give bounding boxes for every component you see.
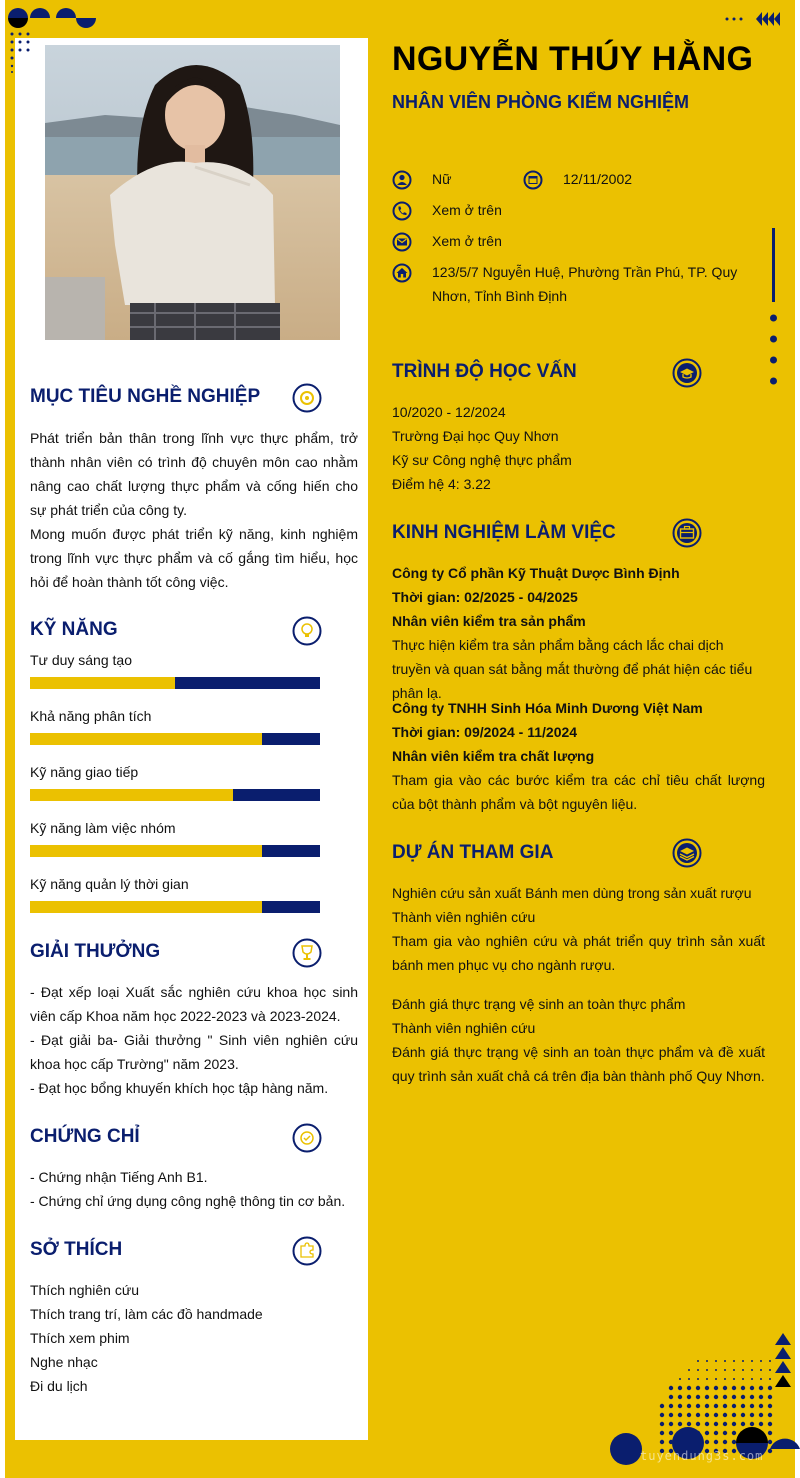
skill-label: Tư duy sáng tạo bbox=[30, 652, 132, 668]
decoration-side-line bbox=[770, 228, 778, 388]
address-line-1: 123/5/7 Nguyễn Huệ, Phường Trần Phú, TP. Quy bbox=[432, 264, 738, 280]
education-period: 10/2020 - 12/2024 bbox=[392, 404, 506, 420]
skill-label: Kỹ năng làm việc nhóm bbox=[30, 820, 176, 836]
briefcase-icon bbox=[672, 518, 702, 548]
project-description: Đánh giá thực trạng vệ sinh an toàn thực phẩm và đề xuất quy trình sản xuất chả cá trên địa bàn thành phố Quy Nhơn. bbox=[392, 1044, 765, 1084]
project-item bbox=[392, 881, 765, 977]
layers-icon bbox=[672, 838, 702, 868]
skill-label: Khả năng phân tích bbox=[30, 708, 152, 724]
certificates-list bbox=[30, 1165, 345, 1213]
certificate-icon bbox=[292, 1123, 322, 1153]
job-time: Thời gian: 02/2025 - 04/2025 bbox=[392, 589, 578, 605]
job-position: Nhân viên kiểm tra sản phẩm bbox=[392, 613, 586, 629]
hobbies-list bbox=[30, 1278, 263, 1398]
project-name: Nghiên cứu sản xuất Bánh men dùng trong sản xuất rượu bbox=[392, 885, 752, 901]
phone-row bbox=[392, 201, 502, 222]
hobby-item: Thích trang trí, làm các đồ handmade bbox=[30, 1306, 263, 1322]
skill-bar-fill bbox=[30, 901, 262, 913]
objective-paragraph: Phát triển bản thân trong lĩnh vực thực phẩm, trở thành nhân viên có trình độ chuyên môn cao nhằm nâng cao chất lượng thực phẩm và cống hiến cho sự phát triển của công ty. bbox=[30, 430, 358, 518]
skill-bar bbox=[30, 733, 320, 745]
skill-bar-fill bbox=[30, 733, 262, 745]
email-value: Xem ở trên bbox=[432, 233, 502, 249]
candidate-name: NGUYỄN THÚY HẰNG bbox=[392, 40, 754, 78]
target-icon bbox=[292, 383, 322, 413]
certificates-title: CHỨNG CHỈ bbox=[30, 1126, 140, 1147]
calendar-icon bbox=[523, 170, 543, 190]
trophy-icon bbox=[292, 938, 322, 968]
project-name: Đánh giá thực trạng vệ sinh an toàn thực phẩm bbox=[392, 996, 686, 1012]
hobby-item: Đi du lịch bbox=[30, 1378, 88, 1394]
birthday-row bbox=[523, 170, 632, 191]
birthday-value: 12/11/2002 bbox=[563, 171, 633, 187]
hobbies-title: SỞ THÍCH bbox=[30, 1239, 123, 1260]
hobby-item: Nghe nhạc bbox=[30, 1354, 98, 1370]
skill-bar bbox=[30, 677, 320, 689]
job-description: Thực hiện kiểm tra sản phẩm bằng cách lắc chai dịch truyền và quan sát bằng mắt thường để phát hiện các tiểu phân lạ. bbox=[392, 637, 753, 701]
puzzle-icon bbox=[292, 1236, 322, 1266]
user-icon bbox=[392, 170, 412, 190]
hobby-item: Thích xem phim bbox=[30, 1330, 130, 1346]
awards-title: GIẢI THƯỞNG bbox=[30, 941, 161, 962]
email-row bbox=[392, 232, 502, 253]
top-border bbox=[5, 0, 795, 38]
education-gpa: Điểm hệ 4: 3.22 bbox=[392, 476, 491, 492]
skill-bar-fill bbox=[30, 789, 233, 801]
home-icon bbox=[392, 263, 412, 283]
job-position: Nhân viên kiểm tra chất lượng bbox=[392, 748, 595, 764]
address-value bbox=[432, 260, 737, 308]
project-role: Thành viên nghiên cứu bbox=[392, 1020, 536, 1036]
award-item: - Đạt giải ba- Giải thưởng " Sinh viên nghiên cứu khoa học cấp Trường" năm 2023. bbox=[30, 1032, 358, 1072]
candidate-role: NHÂN VIÊN PHÒNG KIỂM NGHIỆM bbox=[392, 92, 690, 112]
award-item: - Đạt học bổng khuyến khích học tập hàng năm. bbox=[30, 1080, 329, 1096]
education-details bbox=[392, 400, 572, 496]
skill-bar-fill bbox=[30, 845, 262, 857]
skills-title: KỸ NĂNG bbox=[30, 619, 118, 640]
left-border bbox=[5, 0, 15, 1478]
phone-value: Xem ở trên bbox=[432, 202, 502, 218]
education-degree: Kỹ sư Công nghệ thực phẩm bbox=[392, 452, 572, 468]
gender-row bbox=[392, 170, 451, 191]
job-description: Tham gia vào các bước kiểm tra các chỉ tiêu chất lượng của bột thành phẩm và bột nguyên liệu. bbox=[392, 772, 765, 812]
address-line-2: Nhơn, Tỉnh Bình Định bbox=[432, 288, 567, 304]
skill-bar bbox=[30, 845, 320, 857]
awards-text bbox=[30, 980, 358, 1100]
objective-text bbox=[30, 426, 358, 594]
certificate-item: - Chứng chỉ ứng dụng công nghệ thông tin cơ bản. bbox=[30, 1193, 346, 1209]
lightbulb-icon bbox=[292, 616, 322, 646]
certificate-item: - Chứng nhận Tiếng Anh B1. bbox=[30, 1169, 208, 1185]
education-school: Trường Đại học Quy Nhơn bbox=[392, 428, 559, 444]
hobby-item: Thích nghiên cứu bbox=[30, 1282, 139, 1298]
experience-title: KINH NGHIỆM LÀM VIỆC bbox=[392, 522, 616, 543]
skill-bar bbox=[30, 901, 320, 913]
mail-icon bbox=[392, 232, 412, 252]
project-item bbox=[392, 992, 765, 1088]
graduation-cap-icon bbox=[672, 358, 702, 388]
skill-bar-fill bbox=[30, 677, 175, 689]
job-company: Công ty Cổ phần Kỹ Thuật Dược Bình Định bbox=[392, 565, 680, 581]
objective-title: MỤC TIÊU NGHỀ NGHIỆP bbox=[30, 386, 261, 407]
gender-value: Nữ bbox=[432, 171, 452, 187]
profile-photo bbox=[45, 45, 340, 340]
phone-icon bbox=[392, 201, 412, 221]
education-title: TRÌNH ĐỘ HỌC VẤN bbox=[392, 361, 577, 382]
project-description: Tham gia vào nghiên cứu và phát triển quy trình sản xuất bánh men phục vụ cho ngành rượu. bbox=[392, 933, 765, 973]
job-time: Thời gian: 09/2024 - 11/2024 bbox=[392, 724, 578, 740]
award-item: - Đạt xếp loại Xuất sắc nghiên cứu khoa học sinh viên cấp Khoa năm học 2022-2023 và 2023-2024. bbox=[30, 984, 358, 1024]
projects-title: DỰ ÁN THAM GIA bbox=[392, 842, 554, 863]
experience-job bbox=[392, 696, 765, 816]
watermark: tuyendung3s.com bbox=[640, 1449, 764, 1463]
skill-label: Kỹ năng quản lý thời gian bbox=[30, 876, 189, 892]
skill-bar bbox=[30, 789, 320, 801]
skill-label: Kỹ năng giao tiếp bbox=[30, 764, 139, 780]
job-company: Công ty TNHH Sinh Hóa Minh Dương Việt Nam bbox=[392, 700, 703, 716]
address-row bbox=[392, 263, 737, 308]
project-role: Thành viên nghiên cứu bbox=[392, 909, 536, 925]
objective-paragraph: Mong muốn được phát triển kỹ năng, kinh nghiệm trong lĩnh vực thực phẩm và cố gắng tìm hiểu, học hỏi để hoàn thành tốt công việc. bbox=[30, 526, 358, 590]
experience-job bbox=[392, 561, 765, 705]
decoration-top-right bbox=[720, 8, 790, 30]
